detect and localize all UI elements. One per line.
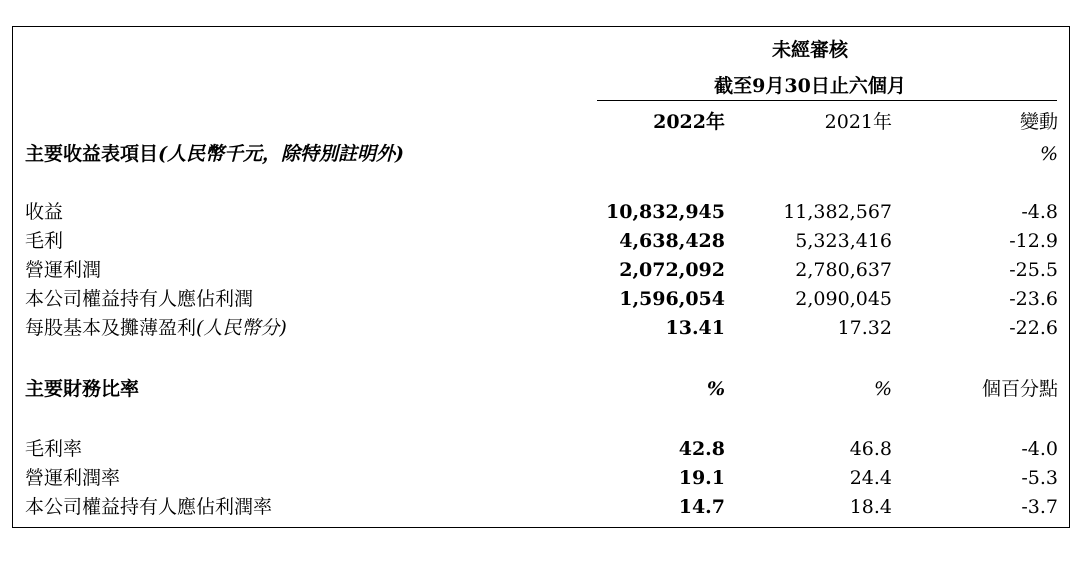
row-value-2022: 14.7 xyxy=(678,496,725,518)
row-label-main: 每股基本及攤薄盈利 xyxy=(25,317,197,339)
row-change: -3.7 xyxy=(1021,496,1058,518)
ratio-unit-2022: % xyxy=(706,378,725,400)
period-heading: 截至9月30日止六個月 xyxy=(714,75,906,97)
row-label: 本公司權益持有人應佔利潤 xyxy=(25,288,254,310)
row-change: -4.8 xyxy=(1021,201,1058,223)
row-value-2022: 1,596,054 xyxy=(619,288,725,310)
col-header-2022: 2022年 xyxy=(653,111,725,133)
unaudited-heading: 未經審核 xyxy=(771,39,848,61)
row-value-2021: 46.8 xyxy=(849,438,892,460)
row-value-2021: 17.32 xyxy=(837,317,892,339)
ratio-unit-2021: % xyxy=(873,378,892,400)
row-change: -4.0 xyxy=(1021,438,1058,460)
section-income-title-note: (人民幣千元，除特別註明外) xyxy=(158,143,404,165)
row-value-2021: 24.4 xyxy=(849,467,892,489)
header-rule xyxy=(597,100,1057,101)
row-label: 毛利 xyxy=(25,230,64,252)
row-label: 毛利率 xyxy=(25,438,83,460)
row-value-2021: 11,382,567 xyxy=(783,201,892,223)
row-change: -23.6 xyxy=(1009,288,1058,310)
row-change: -22.6 xyxy=(1009,317,1058,339)
row-value-2021: 18.4 xyxy=(849,496,892,518)
row-value-2022: 19.1 xyxy=(678,467,725,489)
row-value-2021: 2,090,045 xyxy=(795,288,892,310)
row-value-2022: 42.8 xyxy=(678,438,725,460)
section-ratios-title: 主要財務比率 xyxy=(25,378,140,400)
row-value-2021: 2,780,637 xyxy=(795,259,892,281)
row-change: -5.3 xyxy=(1021,467,1058,489)
row-label: 營運利潤 xyxy=(25,259,102,281)
row-value-2022: 13.41 xyxy=(665,317,725,339)
col-header-change: 變動 xyxy=(1019,111,1058,133)
row-label: 營運利潤率 xyxy=(25,467,121,489)
change-unit: % xyxy=(1039,143,1058,165)
col-header-2021: 2021年 xyxy=(824,111,892,133)
section-income-title-main: 主要收益表項目 xyxy=(25,143,159,165)
row-change: -25.5 xyxy=(1009,259,1058,281)
section-income-title xyxy=(25,142,404,166)
row-label-note: (人民幣分) xyxy=(196,317,287,339)
ratio-unit-change: 個百分點 xyxy=(981,378,1058,400)
row-value-2021: 5,323,416 xyxy=(795,230,892,252)
row-label: 收益 xyxy=(25,201,64,223)
row-label: 本公司權益持有人應佔利潤率 xyxy=(25,496,273,518)
row-label xyxy=(25,316,287,340)
financial-summary-table xyxy=(12,26,1070,528)
row-value-2022: 4,638,428 xyxy=(619,230,725,252)
row-change: -12.9 xyxy=(1009,230,1058,252)
row-value-2022: 2,072,092 xyxy=(619,259,725,281)
row-value-2022: 10,832,945 xyxy=(606,201,725,223)
